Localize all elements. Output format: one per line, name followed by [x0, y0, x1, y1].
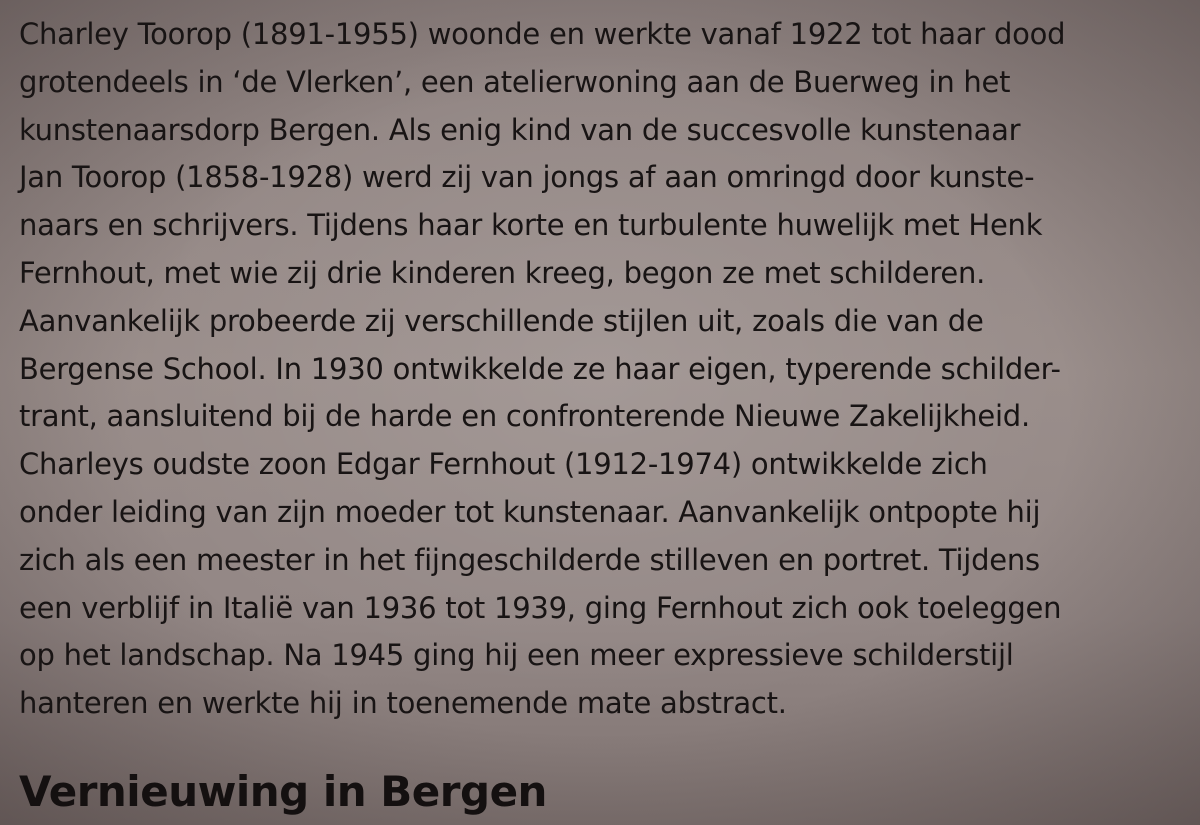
- paragraph-line: zich als een meester in het fijngeschilderde stilleven en portret. Tijdens: [19, 542, 1040, 577]
- paragraph-line: Charley Toorop (1891-1955) woonde en werkte vanaf 1922 tot haar dood: [19, 17, 1066, 51]
- paragraph-line: Aanvankelijk probeerde zij verschillende stijlen uit, zoals die van de: [19, 303, 984, 338]
- paragraph-line: hanteren en werkte hij in toenemende mate abstract.: [19, 686, 787, 721]
- body-paragraph: [19, 11, 1194, 728]
- paragraph-line: Charleys oudste zoon Edgar Fernhout (1912-1974) ontwikkelde zich: [19, 447, 988, 482]
- paragraph-line: onder leiding van zijn moeder tot kunstenaar. Aanvankelijk ontpopte hij: [19, 494, 1041, 529]
- paragraph-line: Jan Toorop (1858-1928) werd zij van jongs af aan omringd door kunste-: [19, 160, 1035, 195]
- paragraph-line: Fernhout, met wie zij drie kinderen kreeg, begon ze met schilderen.: [19, 255, 986, 290]
- paragraph-line: een verblijf in Italië van 1936 tot 1939, ging Fernhout zich ook toeleggen: [19, 590, 1062, 625]
- paragraph-line: grotendeels in ‘de Vlerken’, een atelierwoning aan de Buerweg in het: [19, 64, 1011, 99]
- paragraph-line: kunstenaarsdorp Bergen. Als enig kind van de succesvolle kunstenaar: [19, 112, 1021, 147]
- paragraph-line: naars en schrijvers. Tijdens haar korte en turbulente huwelijk met Henk: [19, 208, 1043, 243]
- paragraph-line: op het landschap. Na 1945 ging hij een meer expressieve schilderstijl: [19, 638, 1014, 673]
- paragraph-line: trant, aansluitend bij de harde en confronterende Nieuwe Zakelijkheid.: [19, 399, 1030, 434]
- paragraph-line: Bergense School. In 1930 ontwikkelde ze haar eigen, typerende schilder-: [19, 351, 1061, 386]
- section-heading: Vernieuwing in Bergen: [19, 767, 547, 816]
